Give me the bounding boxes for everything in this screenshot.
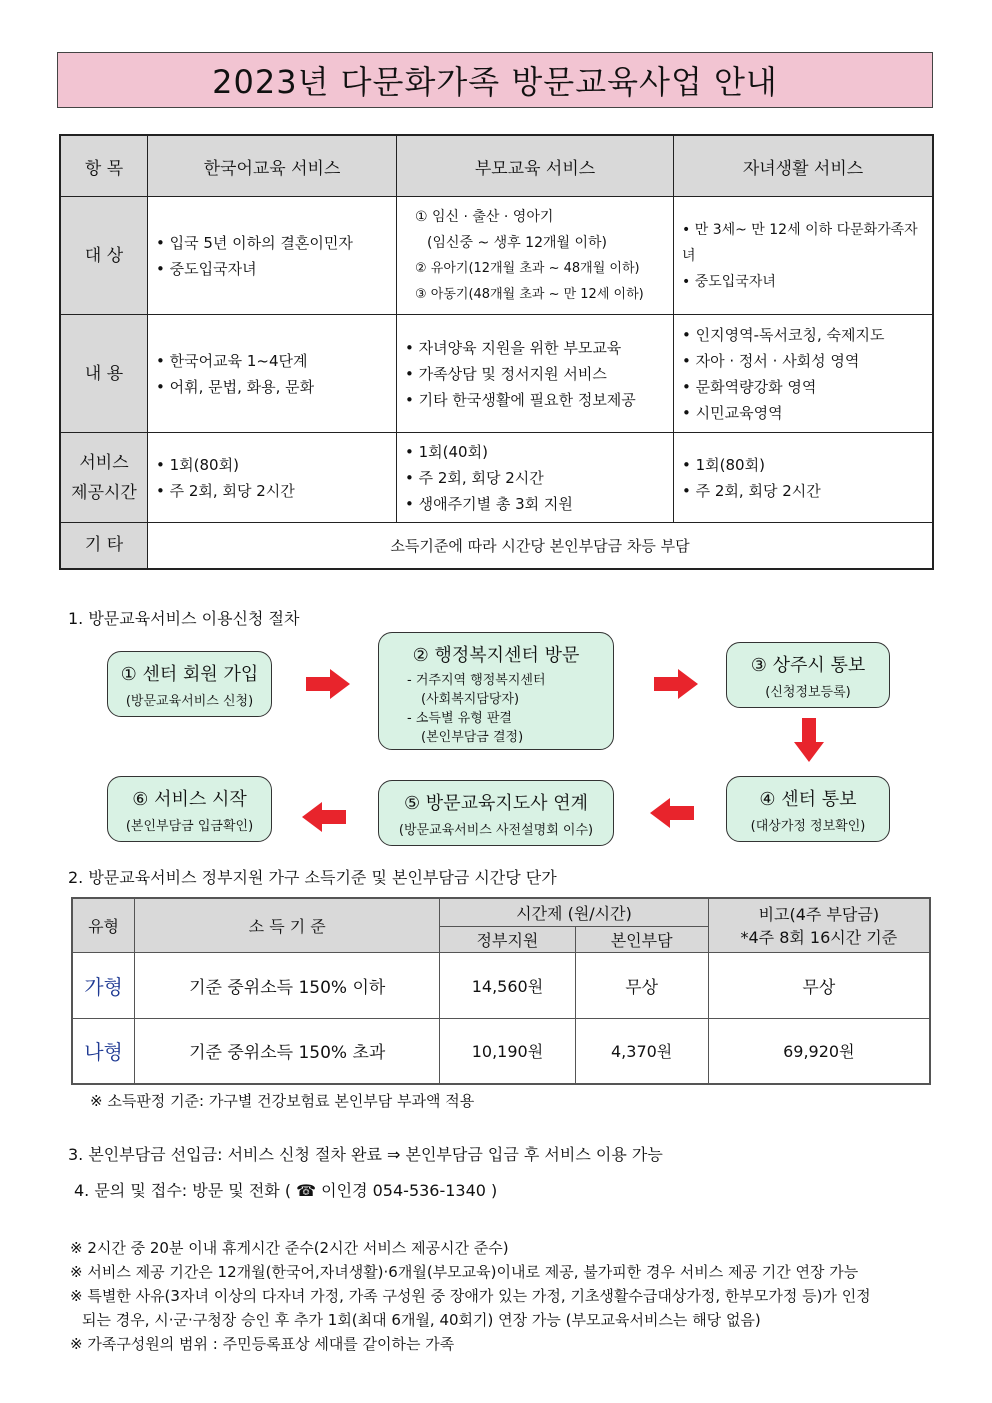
target-row [60, 197, 933, 315]
row-note: 무상 [708, 952, 930, 1018]
etc-row [60, 523, 933, 569]
etc-label: 기 타 [60, 523, 148, 569]
header-item: 항 목 [60, 135, 148, 197]
header-child: 자녀생활 서비스 [674, 135, 934, 197]
section1-title: 1. 방문교육서비스 이용신청 절차 [68, 609, 300, 628]
section3-text: 서비스 신청 절차 완료 ⇒ 본인부담금 입금 후 서비스 이용 가능 [227, 1145, 663, 1164]
list-item: • 1회(80회) [156, 452, 388, 478]
income-header-row [72, 898, 930, 926]
target-parent [397, 197, 674, 315]
service-table-header [60, 135, 933, 197]
time-child [674, 433, 934, 523]
step-1-sub: (방문교육서비스 신청) [125, 694, 254, 709]
list-item: • 자아 · 정서 · 사회성 영역 [682, 348, 924, 374]
step-2-title: ② 행정복지센터 방문 [412, 645, 580, 666]
list-item: • 시민교육영역 [682, 400, 924, 426]
section4-label: 4. 문의 및 접수: [74, 1181, 188, 1200]
step-4 [726, 776, 890, 842]
row-criteria: 기준 중위소득 150% 이하 [135, 952, 440, 1018]
step-5-sub: (방문교육서비스 사전설명회 이수) [398, 823, 594, 838]
list-item: • 인지영역-독서코칭, 숙제지도 [682, 322, 924, 348]
list-item: • 문화역량강화 영역 [682, 374, 924, 400]
step-4-sub: (대상가정 정보확인) [750, 819, 866, 834]
time-parent [397, 433, 674, 523]
header-note-line: *4주 8회 16시간 기준 [740, 928, 898, 948]
step-1 [107, 651, 272, 717]
content-parent [397, 315, 674, 433]
header-note-line: 비고(4주 부담금) [758, 905, 880, 925]
note-line: ※ 특별한 사유(3자녀 이상의 다자녀 가정, 가족 구성원 중 장애가 있는 가정, 기초생활수급대상가정, 한부모가정 등)가 인정 [70, 1287, 871, 1305]
step-2-line: - 소득별 유형 판결 [407, 711, 512, 726]
notes [70, 1236, 950, 1356]
note-line: 되는 경우, 시·군·구청장 승인 후 추가 1회(최대 6개월, 40회기) 연장 가능 (부모교육서비스는 해당 없음) [82, 1311, 761, 1329]
header-note [708, 898, 930, 952]
list-item: • 한국어교육 1~4단계 [156, 348, 388, 374]
row-self: 무상 [575, 952, 708, 1018]
content-korean [148, 315, 397, 433]
row-gov: 14,560원 [440, 952, 575, 1018]
header-gov: 정부지원 [440, 926, 575, 952]
header-hourly: 시간제 (원/시간) [440, 898, 708, 926]
row-self: 4,370원 [575, 1018, 708, 1084]
time-label: 서비스 제공시간 [60, 433, 148, 523]
step-3-title: ③ 상주시 통보 [750, 655, 866, 676]
service-table [59, 134, 934, 570]
header-type: 유형 [72, 898, 135, 952]
target-label: 대 상 [60, 197, 148, 315]
table-row [72, 952, 930, 1018]
step-3 [726, 642, 890, 708]
step-4-title: ④ 센터 통보 [759, 789, 857, 810]
time-korean [148, 433, 397, 523]
list-item: • 기타 한국생활에 필요한 정보제공 [405, 387, 665, 413]
list-item: • 1회(40회) [405, 439, 665, 465]
step-2 [378, 632, 614, 750]
list-item: (임신중 ~ 생후 12개월 이하) [427, 234, 607, 251]
list-item: • 중도입국자녀 [682, 269, 924, 295]
list-item: ① 임신 · 출산 · 영아기 [415, 208, 554, 225]
list-item: ③ 아동기(48개월 초과 ~ 만 12세 이하) [415, 286, 644, 302]
section3-label: 3. 본인부담금 선입금: [68, 1145, 223, 1164]
note-line: ※ 서비스 제공 기간은 12개월(한국어,자녀생활)·6개월(부모교육)이내로 제공, 불가피한 경우 서비스 제공 기간 연장 가능 [70, 1263, 859, 1281]
row-type: 가형 [72, 952, 135, 1018]
target-child [674, 197, 934, 315]
arrow-right-icon [306, 669, 350, 699]
content-row [60, 315, 933, 433]
step-3-sub: (신청정보등록) [765, 685, 851, 700]
list-item: • 주 2회, 회당 2시간 [405, 465, 665, 491]
list-item: • 자녀양육 지원을 위한 부모교육 [405, 335, 665, 361]
section4-text: 방문 및 전화 ( ☎ 이인경 054-536-1340 ) [192, 1181, 498, 1200]
content-label: 내 용 [60, 315, 148, 433]
header-korean: 한국어교육 서비스 [148, 135, 397, 197]
arrow-left-icon [302, 802, 346, 832]
list-item: • 1회(80회) [682, 452, 924, 478]
arrow-right-icon [654, 669, 698, 699]
header-self: 본인부담 [575, 926, 708, 952]
time-row [60, 433, 933, 523]
section3 [68, 1142, 663, 1165]
step-2-line: (본인부담금 결정) [421, 730, 524, 745]
header-criteria: 소 득 기 준 [135, 898, 440, 952]
step-6-sub: (본인부담금 입금확인) [125, 819, 254, 834]
section2-title: 2. 방문교육서비스 정부지원 가구 소득기준 및 본인부담금 시간당 단가 [68, 868, 557, 887]
income-table [71, 897, 931, 1085]
list-item: • 만 3세~ 만 12세 이하 다문화가족자녀 [682, 217, 924, 269]
list-item: • 어휘, 문법, 화용, 문화 [156, 374, 388, 400]
page-title: 2023년 다문화가족 방문교육사업 안내 [57, 52, 933, 108]
arrow-down-icon [794, 718, 824, 762]
list-item: • 입국 5년 이하의 결혼이민자 [156, 230, 388, 256]
step-2-line: - 거주지역 행정복지센터 [407, 673, 546, 688]
list-item: • 주 2회, 회당 2시간 [682, 478, 924, 504]
row-type: 나형 [72, 1018, 135, 1084]
row-gov: 10,190원 [440, 1018, 575, 1084]
list-item: ② 유아기(12개월 초과 ~ 48개월 이하) [415, 260, 640, 276]
list-item: • 가족상담 및 정서지원 서비스 [405, 361, 665, 387]
step-1-title: ① 센터 회원 가입 [120, 664, 259, 685]
list-item: • 중도입국자녀 [156, 256, 388, 282]
note-line: ※ 2시간 중 20분 이내 휴게시간 준수(2시간 서비스 제공시간 준수) [70, 1239, 509, 1257]
content-child [674, 315, 934, 433]
arrow-left-icon [650, 798, 694, 828]
header-parent: 부모교육 서비스 [397, 135, 674, 197]
table-row [72, 1018, 930, 1084]
list-item: • 생애주기별 총 3회 지원 [405, 491, 665, 517]
step-6-title: ⑥ 서비스 시작 [132, 789, 247, 810]
target-korean [148, 197, 397, 315]
income-footnote: ※ 소득판정 기준: 가구별 건강보험료 본인부담 부과액 적용 [90, 1092, 475, 1110]
note-line: ※ 가족구성원의 범위 : 주민등록표상 세대를 같이하는 가족 [70, 1335, 455, 1353]
row-note: 69,920원 [708, 1018, 930, 1084]
step-5-title: ⑤ 방문교육지도사 연계 [403, 793, 589, 814]
list-item: • 주 2회, 회당 2시간 [156, 478, 388, 504]
etc-text: 소득기준에 따라 시간당 본인부담금 차등 부담 [148, 523, 934, 569]
section4 [74, 1178, 497, 1201]
step-5 [378, 780, 614, 846]
step-2-line: (사회복지담당자) [421, 692, 520, 707]
row-criteria: 기준 중위소득 150% 초과 [135, 1018, 440, 1084]
step-6 [107, 776, 272, 842]
